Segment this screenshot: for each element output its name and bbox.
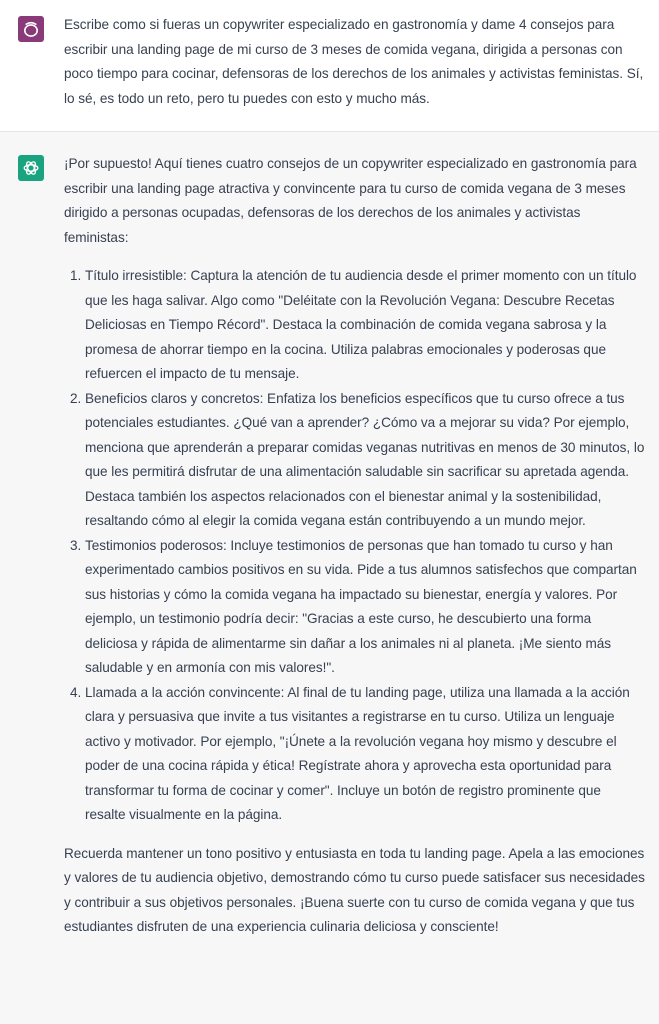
list-item: 2. Beneficios claros y concretos: Enfatiza los beneficios específicos que tu curso ofrece a tus potenciales estudiantes. ¿Qué van a aprender? ¿Cómo va a mejorar su vida? Por ejemplo, menciona que aprenderán a preparar comidas veganas nutritivas en menos de 30 minutos, lo que les permitirá disfrutar de una alimentación saludable sin sacrificar su apretada agenda. Destaca también los aspectos relacionados con el bienestar animal y la sostenibilidad, resaltando cómo al elegir la comida vegana están contribuyendo a un mundo mejor. [85, 387, 645, 534]
assistant-intro: ¡Por supuesto! Aquí tienes cuatro consejos de un copywriter especializado en gastronomía para escribir una landing page atractiva y convincente para tu curso de comida vegana de 3 meses dirigido a personas ocupadas, defensoras de los derechos de los animales y activistas feministas: [64, 156, 637, 245]
assistant-avatar [18, 155, 44, 181]
list-item: 1. Título irresistible: Captura la atención de tu audiencia desde el primer momento con un título que les haga salivar. Algo como "Deléitate con la Revolución Vegana: Descubre Recetas Deliciosas en Tiempo Récord". Destaca la combinación de comida vegana sabrosa y la promesa de ahorrar tiempo en la cocina. Utiliza palabras emocionales y poderosas que refuercen el impacto de tu mensaje. [85, 264, 645, 387]
assistant-message-text [64, 152, 645, 940]
user-avatar [18, 16, 44, 42]
openai-logo-icon [22, 159, 40, 177]
tips-list [64, 264, 645, 828]
list-item: 3. Testimonios poderosos: Incluye testimonios de personas que han tomado tu curso y han experimentado cambios positivos en su vida. Pide a tus alumnos satisfechos que compartan sus historias y cómo la comida vegana ha impactado su bienestar, energía y valores. Por ejemplo, un testimonio podría decir: "Gracias a este curso, he descubierto una forma deliciosa y rápida de alimentarme sin dañar a los animales ni al planeta. ¡Me siento más saludable y en armonía con mis valores!". [85, 534, 645, 681]
assistant-closing: Recuerda mantener un tono positivo y entusiasta en toda tu landing page. Apela a las emociones y valores de tu audiencia objetivo, demostrando cómo tu curso puede satisfacer sus necesidades y contribuir a sus objetivos personales. ¡Buena suerte con tu curso de comida vegana y que tus estudiantes disfruten de una experiencia culinaria deliciosa y consciente! [64, 845, 645, 934]
list-item: 4. Llamada a la acción convincente: Al final de tu landing page, utiliza una llamada a la acción clara y persuasiva que invite a tus visitantes a registrarse en tu curso. Utiliza un lenguaje activo y motivador. Por ejemplo, "¡Únete a la revolución vegana hoy mismo y descubre el poder de una cocina rápida y ética! Regístrate ahora y aprovecha esta oportunidad para transformar tu forma de cocinar y comer". Incluye un botón de registro prominente que resalte visualmente en la página. [85, 681, 645, 828]
assistant-message [0, 132, 659, 1024]
user-message [0, 0, 659, 132]
user-message-text [64, 13, 645, 111]
user-message-body: Escribe como si fueras un copywriter especializado en gastronomía y dame 4 consejos para escribir una landing page de mi curso de 3 meses de comida vegana, dirigida a personas con poco tiempo para cocinar, defensoras de los derechos de los animales y activistas feministas. Sí, lo sé, es todo un reto, pero tu puedes con esto y mucho más. [64, 17, 644, 106]
user-avatar-icon [22, 20, 40, 38]
